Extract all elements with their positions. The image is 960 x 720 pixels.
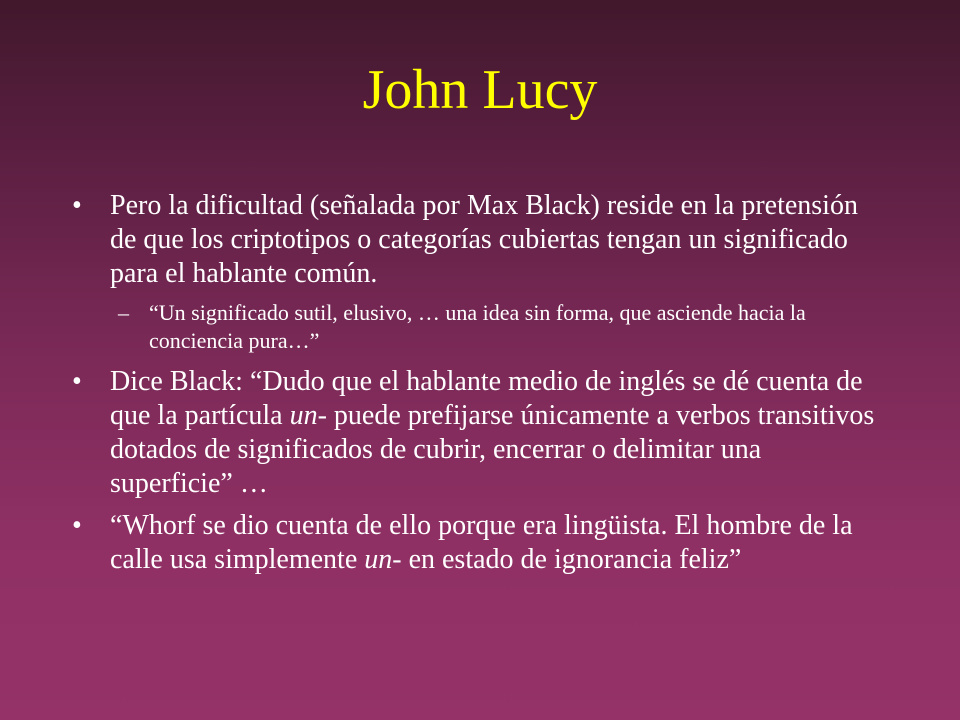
bullet-mark: •	[72, 190, 82, 221]
sub-bullet-text: “Un significado sutil, elusivo, … una idea sin forma, que asciende hacia la conciencia pura…”	[149, 300, 806, 353]
bullet-text-part-a: “Whorf se dio cuenta de ello porque era lingüista. El hombre de la calle usa simplemente	[110, 510, 853, 575]
bullet-item-2	[72, 365, 882, 501]
bullet-text-part-a: Dice Black: “Dudo que el hablante medio de inglés se dé cuenta de que la partícula	[110, 366, 863, 431]
slide-content	[72, 189, 882, 585]
bullet-text: Pero la dificultad (señalada por Max Black) reside en la pretensión de que los criptotipos o categorías cubiertas tengan un significado para el hablante común.	[110, 190, 858, 289]
bullet-text-part-b: - puede prefijarse únicamente a verbos transitivos dotados de significados de cubrir, encerrar o delimitar una superficie” …	[110, 400, 875, 499]
bullet-text-italic: un	[364, 544, 393, 575]
bullet-mark: •	[72, 366, 82, 397]
slide-title: John Lucy	[362, 59, 598, 121]
bullet-item-1	[72, 189, 882, 291]
bullet-item-3	[72, 509, 882, 577]
bullet-mark: •	[72, 510, 82, 541]
bullet-text-part-b: - en estado de ignorancia feliz”	[392, 544, 742, 575]
sub-bullet-item-1	[72, 299, 882, 355]
sub-bullet-mark: –	[118, 300, 129, 325]
bullet-text-italic: un	[289, 400, 318, 431]
